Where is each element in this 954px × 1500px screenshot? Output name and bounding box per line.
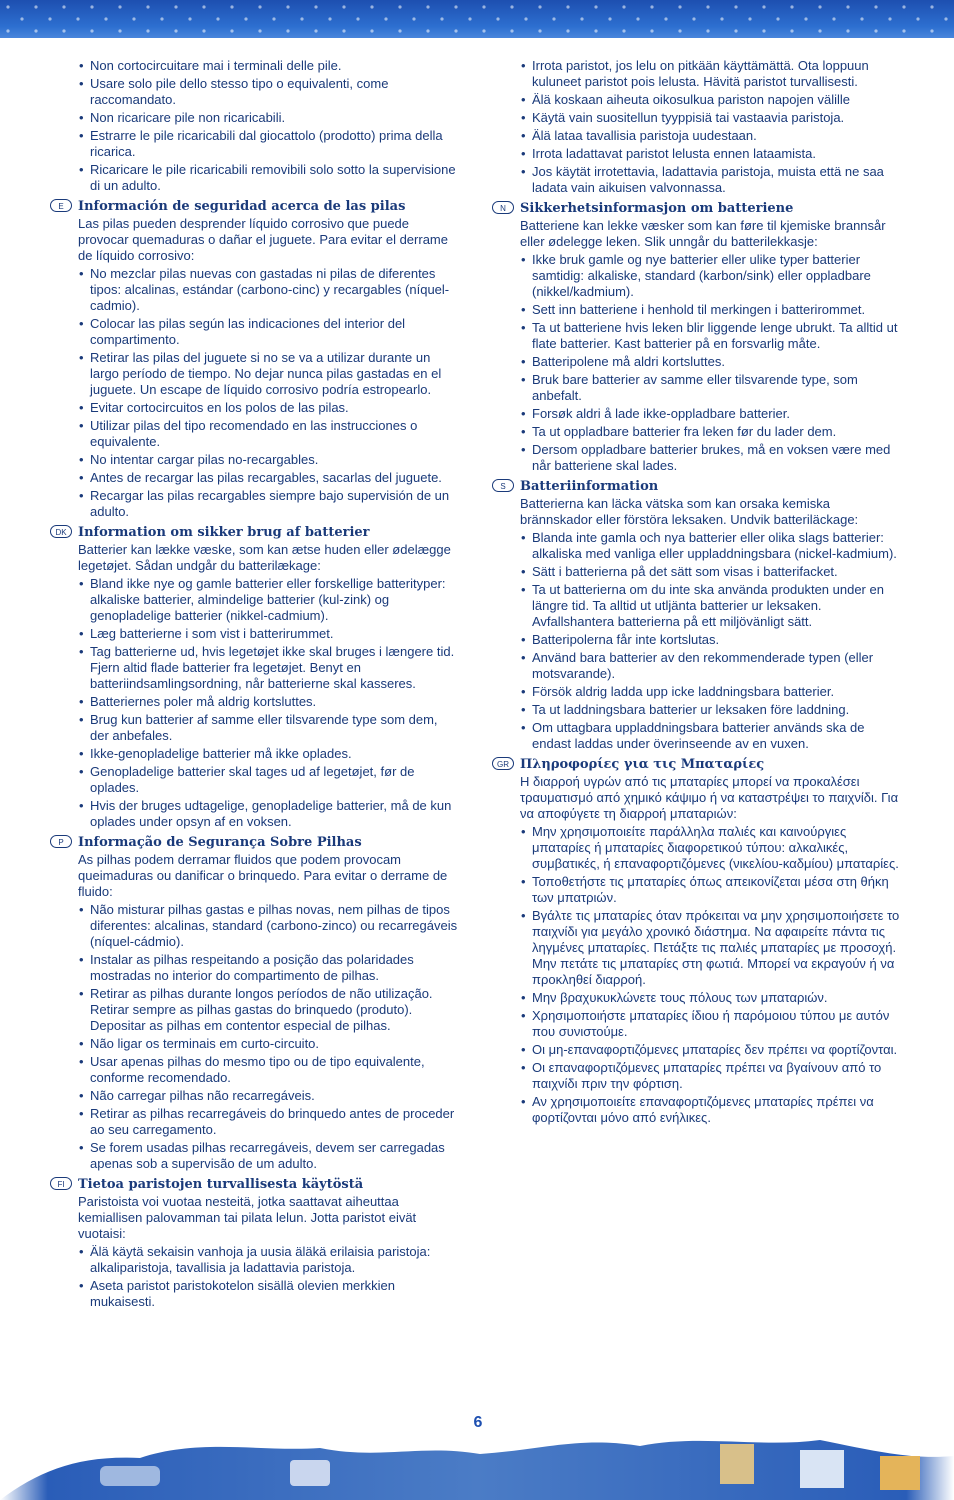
decor-dot bbox=[762, 29, 765, 32]
decor-dot bbox=[944, 17, 947, 20]
decor-dot bbox=[804, 17, 807, 20]
language-badge: E bbox=[50, 199, 72, 212]
bullet-item: • Dersom oppladbare batterier brukes, må en voksen være med når batteriene skal lades. bbox=[520, 442, 900, 474]
battery-safety-section bbox=[500, 199, 900, 474]
intro-bullet-list bbox=[520, 58, 900, 196]
bullet-item: • Instalar as pilhas respeitando a posição das polaridades mostradas no interior do compartimento de pilhas. bbox=[78, 952, 458, 984]
decor-dot bbox=[412, 17, 415, 20]
decor-dot bbox=[930, 5, 933, 8]
decor-dot bbox=[34, 29, 37, 32]
decor-dot bbox=[538, 29, 541, 32]
section-title: Información de seguridad acerca de las pilas bbox=[78, 199, 406, 214]
decor-dot bbox=[174, 29, 177, 32]
section-header bbox=[50, 833, 458, 852]
section-lead-text: Batteriene kan lekke væsker som kan føre til kjemiske brannsår eller ødelegge leken. Slik unngår du batterilekkasje: bbox=[520, 218, 886, 249]
decor-dot bbox=[230, 29, 233, 32]
bullet-item: • Om uttagbara uppladdningsbara batterier används ska de endast laddas under överinseende av en vuxen. bbox=[520, 720, 900, 752]
bullet-item: • Batteripolene må aldri kortsluttes. bbox=[520, 354, 900, 370]
battery-safety-section bbox=[58, 197, 458, 520]
bullet-item: • Colocar las pilas según las indicaciones del interior del compartimento. bbox=[78, 316, 458, 348]
bullet-item: • Ta ut laddningsbara batterier ur leksaken före laddning. bbox=[520, 702, 900, 718]
bullet-item: • Retirar as pilhas recarregáveis do brinquedo antes de proceder ao seu carregamento. bbox=[78, 1106, 458, 1138]
decor-dot bbox=[496, 17, 499, 20]
bullet-item: • Sätt i batterierna på det sätt som visas i batterifacket. bbox=[520, 564, 900, 580]
decor-dot bbox=[468, 17, 471, 20]
footer-toy-scene bbox=[0, 1430, 954, 1500]
decor-dot bbox=[300, 17, 303, 20]
bullet-item: • Οι επαναφορτιζόμενες μπαταρίες πρέπει να βγαίνουν από το παιχνίδι πριν την φόρτιση. bbox=[520, 1060, 900, 1092]
decor-dot bbox=[6, 29, 9, 32]
section-bullet-list bbox=[78, 576, 458, 830]
bullet-item: • Τοποθετήστε τις μπαταρίες όπως απεικονίζεται μέσα στη θήκη των μπατριών. bbox=[520, 874, 900, 906]
decor-dot bbox=[90, 5, 93, 8]
decor-dot bbox=[860, 17, 863, 20]
bullet-item: • Älä koskaan aiheuta oikosulkua pariston napojen välille bbox=[520, 92, 900, 108]
bullet-item: • Batteriernes poler må aldrig kortsluttes. bbox=[78, 694, 458, 710]
decor-dot bbox=[62, 5, 65, 8]
decor-dot bbox=[510, 5, 513, 8]
bullet-item: • Não carregar pilhas não recarregáveis. bbox=[78, 1088, 458, 1104]
decor-dot bbox=[524, 17, 527, 20]
decor-dot bbox=[328, 17, 331, 20]
decor-dot bbox=[398, 5, 401, 8]
language-badge: GR bbox=[492, 757, 514, 770]
decor-dot bbox=[902, 29, 905, 32]
bullet-item: • Evitar cortocircuitos en los polos de las pilas. bbox=[78, 400, 458, 416]
section-bullet-list bbox=[520, 252, 900, 474]
decor-dot bbox=[902, 5, 905, 8]
section-header bbox=[50, 1175, 458, 1194]
decor-dot bbox=[160, 17, 163, 20]
bullet-item: • Οι μη-επαναφορτιζόμενες μπαταρίες δεν πρέπει να φορτίζονται. bbox=[520, 1042, 900, 1058]
bullet-item: • Ta ut batterierna om du inte ska använda produkten under en längre tid. Ta alltid ut utljänta batterier ur leksaken. Avfallshantera batterierna på ett miljövänligt sätt. bbox=[520, 582, 900, 630]
section-title: Sikkerhetsinformasjon om batteriene bbox=[520, 201, 794, 216]
bullet-item: • Aseta paristot paristokotelon sisällä olevien merkkien mukaisesti. bbox=[78, 1278, 458, 1310]
decor-dot bbox=[734, 29, 737, 32]
decor-dot bbox=[440, 17, 443, 20]
decor-dot bbox=[678, 5, 681, 8]
decor-dot bbox=[650, 5, 653, 8]
right-column bbox=[497, 56, 900, 1126]
section-bullet-list bbox=[78, 266, 458, 520]
decor-dot bbox=[678, 29, 681, 32]
decor-dot bbox=[832, 17, 835, 20]
decor-dot bbox=[818, 5, 821, 8]
language-badge: N bbox=[492, 201, 514, 214]
decor-dot bbox=[510, 29, 513, 32]
decor-dot bbox=[48, 17, 51, 20]
intro-bullet-list bbox=[78, 58, 458, 194]
bullet-item: • Ta ut batteriene hvis leken blir liggende lenge ubrukt. Ta alltid ut flate batterier. Kast batterier på en forsvarlig måte. bbox=[520, 320, 900, 352]
bullet-item: • Sett inn batteriene i henhold til merkingen i batterirommet. bbox=[520, 302, 900, 318]
decor-dot bbox=[888, 17, 891, 20]
house-shape bbox=[800, 1450, 844, 1488]
decor-dot bbox=[762, 5, 765, 8]
bullet-item: • Retirar las pilas del juguete si no se va a utilizar durante un largo período de tiempo. No dejar nunca pilas gastadas en el juguete. Un escape de líquido corrosivo podría estropearlo. bbox=[78, 350, 458, 398]
decor-dot bbox=[748, 17, 751, 20]
section-bullet-list bbox=[520, 824, 900, 1126]
decor-dot bbox=[258, 5, 261, 8]
bullet-item: • Βγάλτε τις μπαταρίες όταν πρόκειται να μην χρησιμοποιήσετε το παιχνίδι για μεγάλο χρονικό διάστημα. Να αφαιρείτε πάντα τις ληγμένες μπαταρίες. Πετάξτε τις παλιές μπαταρίες με προσοχή. Μην πετάτε τις μπαταρίες στη φωτιά. Μπορεί να εκραγούν ή να προκληθεί διαρροή. bbox=[520, 908, 900, 988]
language-badge: DK bbox=[50, 525, 72, 538]
section-lead-text: Η διαρροή υγρών από τις μπαταρίες μπορεί να προκαλέσει τραυματισμό από χημικό κάψιμο ή να καταστρέψει το παιχνίδι. Για να αποφύγετε τη διαρροή μπαταριών: bbox=[520, 774, 899, 821]
decor-dot bbox=[244, 17, 247, 20]
language-badge: S bbox=[492, 479, 514, 492]
bullet-item: • Brug kun batterier af samme eller tilsvarende type som dem, der anbefales. bbox=[78, 712, 458, 744]
decor-dot bbox=[636, 17, 639, 20]
decor-dot bbox=[566, 29, 569, 32]
section-title: Tietoa paristojen turvallisesta käytöstä bbox=[78, 1177, 364, 1192]
decor-dot bbox=[566, 5, 569, 8]
decor-dot bbox=[76, 17, 79, 20]
bullet-item: • Älä käytä sekaisin vanhoja ja uusia äläkä erilaisia paristoja: alkaliparistoja, tavallisia ja ladattavia paristoja. bbox=[78, 1244, 458, 1276]
battery-safety-section bbox=[58, 833, 458, 1172]
section-header bbox=[492, 755, 900, 774]
bullet-item: • Usare solo pile dello stesso tipo o equivalenti, come raccomandato. bbox=[78, 76, 458, 108]
section-title: Batteriinformation bbox=[520, 479, 659, 494]
decor-dot bbox=[104, 17, 107, 20]
battery-safety-section bbox=[497, 755, 900, 1126]
decor-dot bbox=[202, 29, 205, 32]
section-header bbox=[50, 523, 458, 542]
decor-dot bbox=[90, 29, 93, 32]
decor-dot bbox=[482, 29, 485, 32]
bullet-item: • Hvis der bruges udtagelige, genopladelige batterier, må de kun oplades under opsyn af en voksen. bbox=[78, 798, 458, 830]
section-title: Informação de Segurança Sobre Pilhas bbox=[78, 835, 362, 850]
bullet-item: • Jos käytät irrotettavia, ladattavia paristoja, muista että ne saa ladata vain aikuisen valvonnassa. bbox=[520, 164, 900, 196]
battery-safety-section bbox=[500, 477, 900, 752]
bullet-item: • Genopladelige batterier skal tages ud af legetøjet, før de oplades. bbox=[78, 764, 458, 796]
decor-dot bbox=[454, 29, 457, 32]
section-title: Information om sikker brug af batterier bbox=[78, 525, 370, 540]
bullet-item: • No mezclar pilas nuevas con gastadas ni pilas de diferentes tipos: alcalinas, estándar (carbono-cinc) y recargables (níquel-cadmio). bbox=[78, 266, 458, 314]
decor-dot bbox=[594, 5, 597, 8]
decor-dot bbox=[34, 5, 37, 8]
decor-dot bbox=[622, 29, 625, 32]
decor-dot bbox=[258, 29, 261, 32]
section-lead-text: As pilhas podem derramar fluidos que podem provocam queimaduras ou danificar o brinquedo. Para evitar o derrame de fluido: bbox=[78, 852, 448, 899]
section-header bbox=[492, 199, 900, 218]
bullet-item: • Ikke-genopladelige batterier må ikke oplades. bbox=[78, 746, 458, 762]
bullet-item: • Se forem usadas pilhas recarregáveis, devem ser carregadas apenas sob a supervisão de um adulto. bbox=[78, 1140, 458, 1172]
decor-dot bbox=[790, 29, 793, 32]
bullet-item: • Antes de recargar las pilas recargables, sacarlas del juguete. bbox=[78, 470, 458, 486]
bullet-item: • Älä lataa tavallisia paristoja uudestaan. bbox=[520, 128, 900, 144]
dots-pattern bbox=[0, 0, 954, 38]
bullet-item: • Tag batterierne ud, hvis legetøjet ikke skal bruges i længere tid. Fjern altid flade batterier fra legetøjet. Benyt en batteriindsamlingsordning, når batterierne skal kasseres. bbox=[78, 644, 458, 692]
section-bullet-list bbox=[78, 1244, 458, 1310]
section-title: Πληροφορίες για τις Μπαταρίες bbox=[520, 757, 765, 772]
decor-dot bbox=[874, 29, 877, 32]
decor-dot bbox=[720, 17, 723, 20]
decor-dot bbox=[132, 17, 135, 20]
decor-dot bbox=[706, 5, 709, 8]
decor-dot bbox=[6, 5, 9, 8]
decor-dot bbox=[62, 29, 65, 32]
decor-dot bbox=[776, 17, 779, 20]
section-lead-text: Las pilas pueden desprender líquido corrosivo que puede provocar quemaduras o dañar el juguete. Para evitar el derrame de líquido corrosivo: bbox=[78, 216, 448, 263]
decor-dot bbox=[20, 17, 23, 20]
bullet-item: • Usar apenas pilhas do mesmo tipo ou de tipo equivalente, conforme recomendado. bbox=[78, 1054, 458, 1086]
decor-dot bbox=[426, 29, 429, 32]
decor-dot bbox=[916, 17, 919, 20]
bullet-item: • Irrota ladattavat paristot lelusta ennen lataamista. bbox=[520, 146, 900, 162]
bullet-item: • Αν χρησιμοποιείτε επαναφορτιζόμενες μπαταρίες πρέπει να φορτίζονται μόνο από ενήλικες. bbox=[520, 1094, 900, 1126]
decor-dot bbox=[174, 5, 177, 8]
decor-dot bbox=[370, 29, 373, 32]
decor-dot bbox=[482, 5, 485, 8]
decor-dot bbox=[818, 29, 821, 32]
bullet-item: • No intentar cargar pilas no-recargables. bbox=[78, 452, 458, 468]
decor-dot bbox=[706, 29, 709, 32]
decor-dot bbox=[356, 17, 359, 20]
decor-dot bbox=[692, 17, 695, 20]
decor-dot bbox=[118, 29, 121, 32]
decor-dot bbox=[454, 5, 457, 8]
decor-dot bbox=[342, 5, 345, 8]
decor-dot bbox=[874, 5, 877, 8]
decor-dot bbox=[286, 29, 289, 32]
decor-dot bbox=[146, 29, 149, 32]
decor-dot bbox=[846, 5, 849, 8]
section-lead-text: Batterier kan lække væske, som kan ætse huden eller ødelægge legetøjet. Sådan undgår du batterilækage: bbox=[78, 542, 451, 573]
bullet-item: • Retirar as pilhas durante longos períodos de não utilização. Retirar sempre as pilhas gastas do brinquedo (produto). Depositar as pilhas em contentor especial de pilhas. bbox=[78, 986, 458, 1034]
decor-dot bbox=[398, 29, 401, 32]
bullet-item: • Använd bara batterier av den rekommenderade typen (eller motsvarande). bbox=[520, 650, 900, 682]
section-lead-text: Batterierna kan läcka vätska som kan orsaka kemiska brännskador eller förstöra leksaken. Undvik batteriläckage: bbox=[520, 496, 859, 527]
battery-safety-section bbox=[57, 1175, 458, 1310]
decor-dot bbox=[664, 17, 667, 20]
bullet-item: • Forsøk aldri å lade ikke-oppladbare batterier. bbox=[520, 406, 900, 422]
toy-car-shape bbox=[290, 1460, 330, 1486]
building-shape bbox=[720, 1444, 754, 1484]
decor-dot bbox=[342, 29, 345, 32]
decor-dot bbox=[608, 17, 611, 20]
decor-dot bbox=[930, 29, 933, 32]
bullet-item: • Recargar las pilas recargables siempre bajo supervisión de un adulto. bbox=[78, 488, 458, 520]
decor-dot bbox=[118, 5, 121, 8]
section-header bbox=[50, 197, 458, 216]
bullet-item: • Utilizar pilas del tipo recomendado en las instrucciones o equivalente. bbox=[78, 418, 458, 450]
decor-dot bbox=[552, 17, 555, 20]
decor-dot bbox=[216, 17, 219, 20]
decor-dot bbox=[426, 5, 429, 8]
bullet-item: • Μην βραχυκυκλώνετε τους πόλους των μπαταριών. bbox=[520, 990, 900, 1006]
bullet-item: • Ricaricare le pile ricaricabili removibili solo sotto la supervisione di un adulto. bbox=[78, 162, 458, 194]
decor-dot bbox=[370, 5, 373, 8]
bullet-item: • Μην χρησιμοποιείτε παράλληλα παλιές και καινούργιες μπαταρίες ή μπαταρίες διαφορετικού τύπου: αλκαλικές, συμβατικές, ή επαναφορτιζόμενες (νικελίου-καδμίου) μπαταρίες. bbox=[520, 824, 900, 872]
decor-dot bbox=[384, 17, 387, 20]
decor-dot bbox=[230, 5, 233, 8]
decor-dot bbox=[146, 5, 149, 8]
bullet-item: • Batteripolerna får inte kortslutas. bbox=[520, 632, 900, 648]
decor-dot bbox=[622, 5, 625, 8]
section-header bbox=[492, 477, 900, 496]
bullet-item: • Não misturar pilhas gastas e pilhas novas, nem pilhas de tipos diferentes: alcalinas, standard (carbono-zinco) ou recarregáveis (níquel-cádmio). bbox=[78, 902, 458, 950]
decor-dot bbox=[272, 17, 275, 20]
bullet-item: • Non cortocircuitare mai i terminali delle pile. bbox=[78, 58, 458, 74]
language-badge: P bbox=[50, 835, 72, 848]
decor-dot bbox=[846, 29, 849, 32]
decor-dot bbox=[188, 17, 191, 20]
decor-dot bbox=[538, 5, 541, 8]
bullet-item: • Ikke bruk gamle og nye batterier eller ulike typer batterier samtidig: alkaliske, standard (karbon/sink) eller oppladbare (nikkel/kadmium). bbox=[520, 252, 900, 300]
bullet-item: • Χρησιμοποιήστε μπαταρίες ίδιου ή παρόμοιου τύπου με αυτόν που συνιστούμε. bbox=[520, 1008, 900, 1040]
decor-dot bbox=[314, 5, 317, 8]
bullet-item: • Försök aldrig ladda upp icke laddningsbara batterier. bbox=[520, 684, 900, 700]
decor-dot bbox=[790, 5, 793, 8]
decor-dot bbox=[734, 5, 737, 8]
bullet-item: • Estrarre le pile ricaricabili dal giocattolo (prodotto) prima della ricarica. bbox=[78, 128, 458, 160]
bullet-item: • Blanda inte gamla och nya batterier eller olika slags batterier: alkaliska med vanliga eller uppladdningsbara (nickel-kadmium). bbox=[520, 530, 900, 562]
bullet-item: • Irrota paristot, jos lelu on pitkään käyttämättä. Ota loppuun kuluneet paristot pois lelusta. Hävitä paristot turvallisesti. bbox=[520, 58, 900, 90]
section-bullet-list bbox=[78, 902, 458, 1172]
bullet-item: • Não ligar os terminais em curto-circuito. bbox=[78, 1036, 458, 1052]
bullet-item: • Ta ut oppladbare batterier fra leken før du lader dem. bbox=[520, 424, 900, 440]
top-decorative-band bbox=[0, 0, 954, 38]
decor-dot bbox=[594, 29, 597, 32]
section-lead-text: Paristoista voi vuotaa nesteitä, jotka saattavat aiheuttaa kemiallisen palovamman tai pilata lelun. Jotta paristot eivät vuotaisi: bbox=[78, 1194, 417, 1241]
page-number: 6 bbox=[473, 1414, 483, 1431]
decor-dot bbox=[314, 29, 317, 32]
bullet-item: • Bruk bare batterier av samme eller tilsvarende type, som anbefalt. bbox=[520, 372, 900, 404]
decor-dot bbox=[580, 17, 583, 20]
decor-dot bbox=[650, 29, 653, 32]
bullet-item: • Bland ikke nye og gamle batterier eller forskellige batterityper: alkaliske batterier, almindelige batterier (kul-zink) og genopladelige batterier (nikkel-cadmium). bbox=[78, 576, 458, 624]
section-bullet-list bbox=[520, 530, 900, 752]
bullet-item: • Käytä vain suositellun tyyppisiä tai vastaavia paristoja. bbox=[520, 110, 900, 126]
battery-safety-section bbox=[55, 523, 458, 830]
left-column bbox=[55, 56, 458, 1310]
toy-train-shape bbox=[100, 1466, 160, 1486]
language-badge: FI bbox=[50, 1177, 72, 1190]
bullet-item: • Læg batterierne i som vist i batterirummet. bbox=[78, 626, 458, 642]
building-shape bbox=[880, 1456, 920, 1490]
decor-dot bbox=[286, 5, 289, 8]
decor-dot bbox=[202, 5, 205, 8]
bullet-item: • Non ricaricare pile non ricaricabili. bbox=[78, 110, 458, 126]
